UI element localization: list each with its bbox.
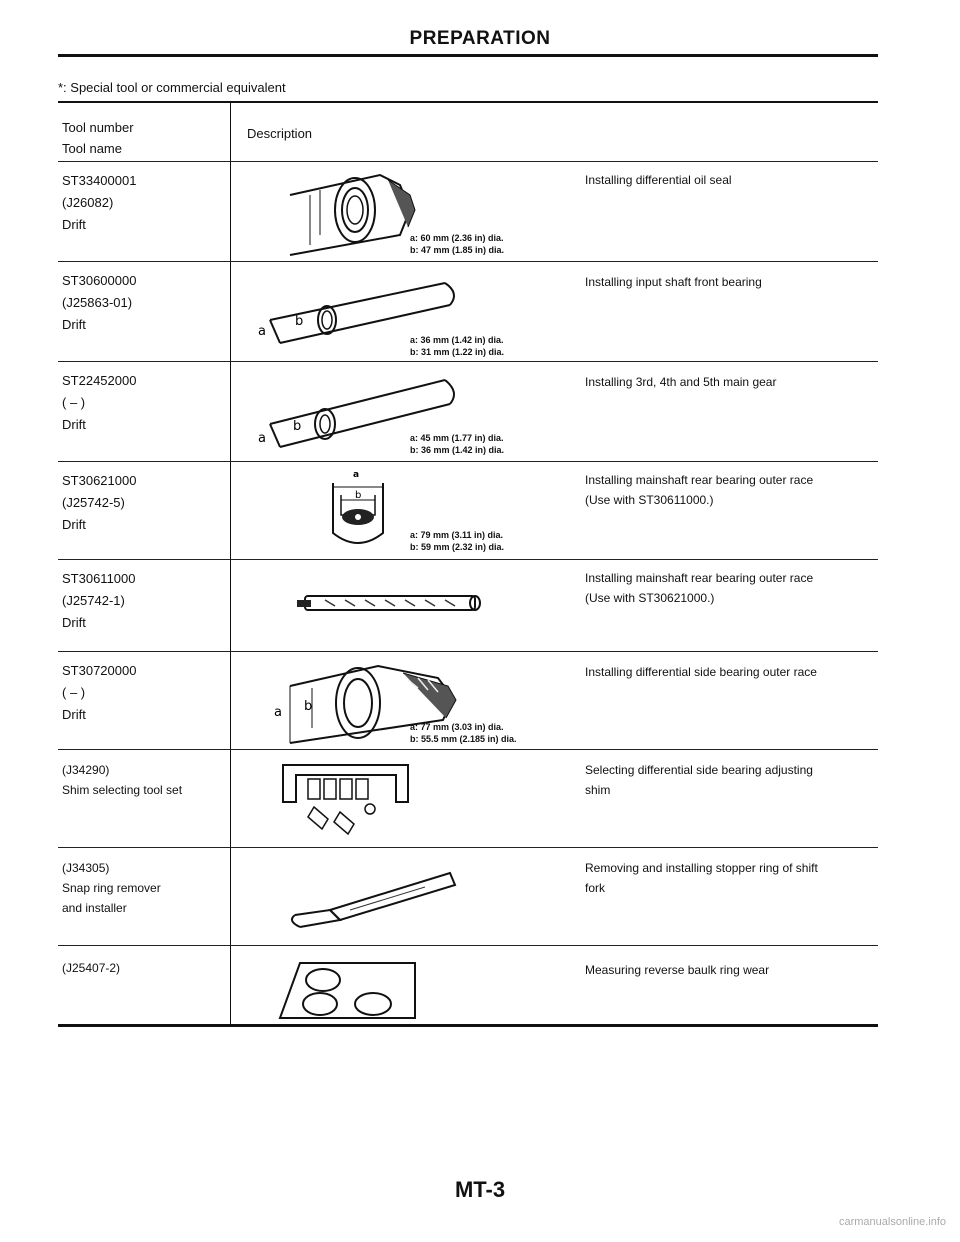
drift-drawing-1	[270, 165, 420, 260]
shim-tool-set-drawing	[278, 757, 418, 845]
tool-name: and installer	[62, 901, 127, 915]
tool-dimensions	[410, 529, 504, 553]
purpose-line-1: Installing differential side bearing outer race	[585, 665, 817, 679]
tool-alt-number: Snap ring remover	[62, 881, 161, 895]
tool-alt-number: (J25863-01)	[62, 295, 133, 310]
dimension-a: a: 77 mm (3.03 in) dia.	[410, 722, 504, 732]
header-tool-name: Tool name	[62, 141, 122, 156]
tool-name: Drift	[62, 417, 86, 432]
row-separator	[58, 361, 878, 362]
column-divider	[230, 103, 231, 1025]
header-tool-number: Tool number	[62, 120, 134, 135]
tool-alt-number: ( – )	[62, 395, 86, 410]
tool-number: ST30720000	[62, 663, 137, 678]
tool-row-9	[62, 958, 120, 978]
tool-row-7	[62, 760, 182, 800]
tool-number: ST22452000	[62, 373, 137, 388]
tool-purpose	[585, 568, 875, 608]
tool-row-2	[62, 270, 136, 336]
svg-text:a: a	[258, 324, 266, 339]
dimension-b: b: 47 mm (1.85 in) dia.	[410, 245, 505, 255]
tool-row-3	[62, 370, 136, 436]
drift-handle-drawing-5	[295, 590, 490, 620]
purpose-line-1: Installing differential oil seal	[585, 173, 732, 187]
tool-number: (J34305)	[62, 861, 110, 875]
row-separator	[58, 261, 878, 262]
dimension-b: b: 36 mm (1.42 in) dia.	[410, 445, 505, 455]
dimension-a: a: 79 mm (3.11 in) dia.	[410, 530, 504, 540]
dimension-b: b: 59 mm (2.32 in) dia.	[410, 542, 505, 552]
dimension-a: a: 45 mm (1.77 in) dia.	[410, 433, 504, 443]
purpose-line-2: (Use with ST30621000.)	[585, 591, 715, 605]
tool-dimensions	[410, 232, 504, 256]
tool-row-8	[62, 858, 161, 918]
purpose-line-1: Installing mainshaft rear bearing outer race	[585, 571, 814, 585]
snap-ring-remover-drawing	[285, 865, 460, 935]
tool-name: Drift	[62, 217, 86, 232]
tool-name: Drift	[62, 615, 86, 630]
tool-row-1	[62, 170, 136, 236]
tool-purpose	[585, 372, 875, 392]
dimension-a: a: 36 mm (1.42 in) dia.	[410, 335, 504, 345]
row-separator	[58, 847, 878, 848]
drift-drawing-4	[325, 465, 405, 555]
svg-text:b: b	[355, 490, 362, 501]
tool-dimensions	[410, 432, 504, 456]
baulk-ring-gauge-drawing	[275, 958, 420, 1022]
tool-alt-number: ( – )	[62, 685, 86, 700]
svg-text:a: a	[274, 705, 282, 720]
page-number: MT-3	[454, 1177, 506, 1202]
table-top-rule	[58, 101, 878, 103]
page-title: PREPARATION	[409, 28, 551, 49]
row-separator	[58, 559, 878, 560]
row-separator	[58, 651, 878, 652]
tool-alt-number: (J26082)	[62, 195, 114, 210]
row-separator	[58, 161, 878, 162]
tool-number: ST30611000	[62, 571, 136, 586]
tool-purpose	[585, 662, 875, 682]
svg-text:b: b	[295, 314, 304, 329]
title-rule	[58, 54, 878, 57]
purpose-line-2: (Use with ST30611000.)	[585, 493, 714, 507]
tool-alt-number: (J25742-5)	[62, 495, 125, 510]
row-separator	[58, 945, 878, 946]
svg-text:b: b	[293, 419, 302, 434]
purpose-line-1: Installing input shaft front bearing	[585, 275, 762, 289]
tool-number: (J25407-2)	[62, 961, 121, 975]
purpose-line-1: Installing mainshaft rear bearing outer race	[585, 473, 814, 487]
tool-dimensions	[410, 334, 504, 358]
header-tool-column	[62, 117, 134, 159]
svg-text:a: a	[258, 431, 266, 446]
tool-number: ST33400001	[62, 173, 137, 188]
tool-name: Drift	[62, 317, 86, 332]
table-bottom-rule	[58, 1024, 878, 1027]
watermark: carmanualsonline.info	[838, 1216, 946, 1228]
tool-row-6	[62, 660, 136, 726]
svg-text:a: a	[353, 470, 360, 480]
dimension-a: a: 60 mm (2.36 in) dia.	[410, 233, 504, 243]
special-tool-note: *: Special tool or commercial equivalent	[58, 80, 286, 95]
tool-purpose	[585, 858, 875, 898]
purpose-line-1: Selecting differential side bearing adjusting	[585, 763, 813, 777]
dimension-b: b: 55.5 mm (2.185 in) dia.	[410, 734, 517, 744]
tool-number: ST30600000	[62, 273, 137, 288]
tool-alt-number: Shim selecting tool set	[62, 783, 183, 797]
tool-name: Drift	[62, 707, 86, 722]
svg-text:b: b	[304, 699, 313, 714]
dimension-b: b: 31 mm (1.22 in) dia.	[410, 347, 505, 357]
tool-purpose	[585, 960, 875, 980]
purpose-line-1: Removing and installing stopper ring of shift	[585, 861, 818, 875]
header-description: Description	[247, 126, 313, 141]
tool-number: (J34290)	[62, 763, 110, 777]
row-separator	[58, 461, 878, 462]
tool-dimensions	[410, 721, 517, 745]
tool-purpose	[585, 170, 875, 190]
purpose-line-1: Installing 3rd, 4th and 5th main gear	[585, 375, 777, 389]
purpose-line-2: fork	[585, 881, 606, 895]
tool-number: ST30621000	[62, 473, 137, 488]
tool-alt-number: (J25742-1)	[62, 593, 125, 608]
tool-name: Drift	[62, 517, 86, 532]
row-separator	[58, 749, 878, 750]
purpose-line-2: shim	[585, 783, 611, 797]
tool-purpose	[585, 272, 875, 292]
tool-purpose	[585, 760, 875, 800]
purpose-line-1: Measuring reverse baulk ring wear	[585, 963, 770, 977]
tool-row-5	[62, 568, 136, 634]
tool-row-4	[62, 470, 136, 536]
tool-purpose	[585, 470, 875, 510]
